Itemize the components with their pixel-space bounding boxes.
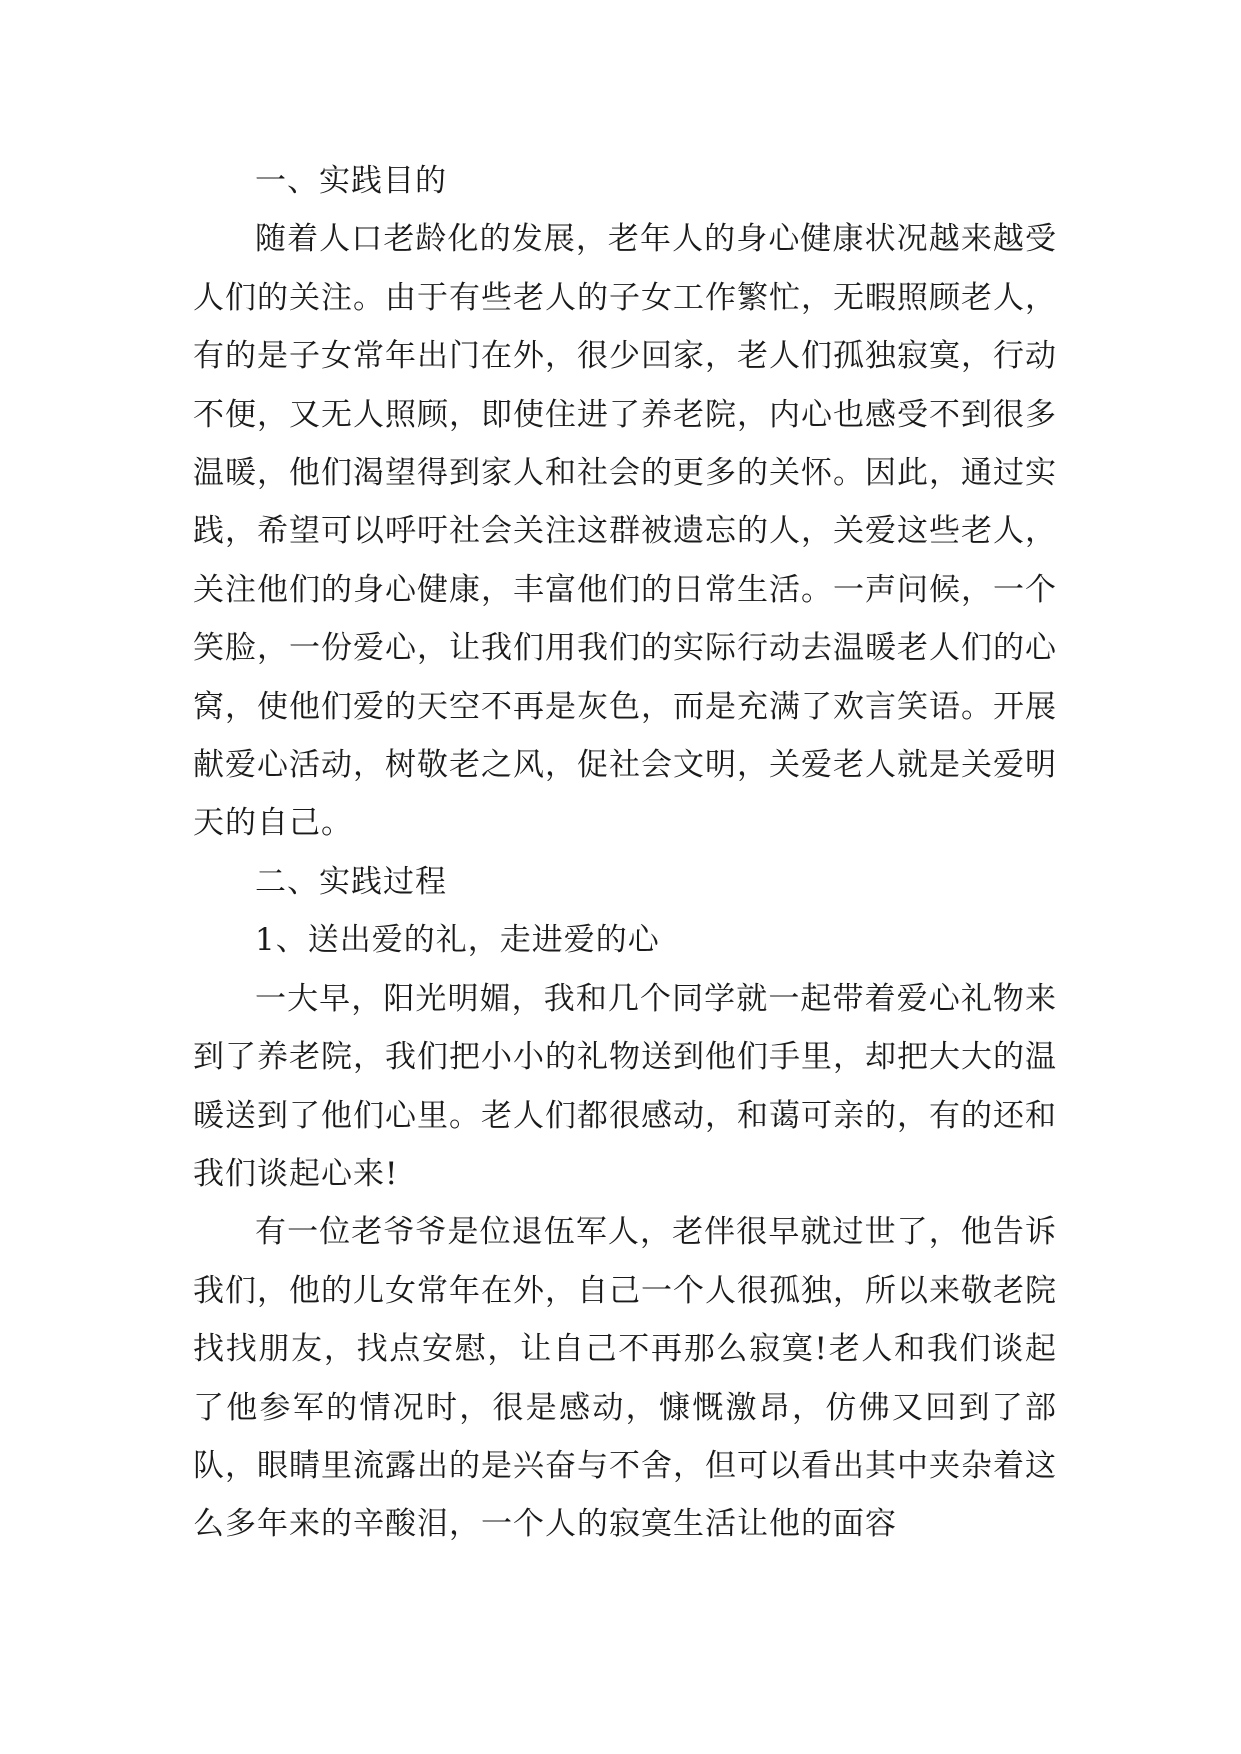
document-body	[193, 152, 1057, 1554]
section-heading-process: 二、实践过程	[255, 863, 447, 900]
paragraph-purpose: 随着人口老龄化的发展，老年人的身心健康状况越来越受人们的关注。由于有些老人的子女工作繁忙，无暇照顾老人，有的是子女常年出门在外，很少回家，老人们孤独寂寞，行动不便，又无人照顾，即使住进了养老院，内心也感受不到很多温暖，他们渴望得到家人和社会的更多的关怀。因此，通过实践，希望可以呼吁社会关注这群被遗忘的人，关爱这些老人，关注他们的身心健康，丰富他们的日常生活。一声问候，一个笑脸，一份爱心，让我们用我们的实际行动去温暖老人们的心窝，使他们爱的天空不再是灰色，而是充满了欢言笑语。开展献爱心活动，树敬老之风，促社会文明，关爱老人就是关爱明天的自己。	[193, 221, 1057, 842]
subsection-heading-gift: 1、送出爱的礼，走进爱的心	[255, 922, 660, 959]
section-heading-purpose: 一、实践目的	[255, 163, 447, 199]
paragraph-visit: 一大早，阳光明媚，我和几个同学就一起带着爱心礼物来到了养老院，我们把小小的礼物送到他们手里，却把大大的温暖送到了他们心里。老人们都很感动，和蔼可亲的，有的还和我们谈起心来!	[193, 980, 1057, 1192]
paragraph-veteran: 有一位老爷爷是位退伍军人，老伴很早就过世了，他告诉我们，他的儿女常年在外，自己一个人很孤独，所以来敬老院找找朋友，找点安慰，让自己不再那么寂寞!老人和我们谈起了他参军的情况时，很是感动，慷慨激昂，仿佛又回到了部队，眼睛里流露出的是兴奋与不舍，但可以看出其中夹杂着这么多年来的辛酸泪，一个人的寂寞生活让他的面容	[193, 1214, 1057, 1543]
